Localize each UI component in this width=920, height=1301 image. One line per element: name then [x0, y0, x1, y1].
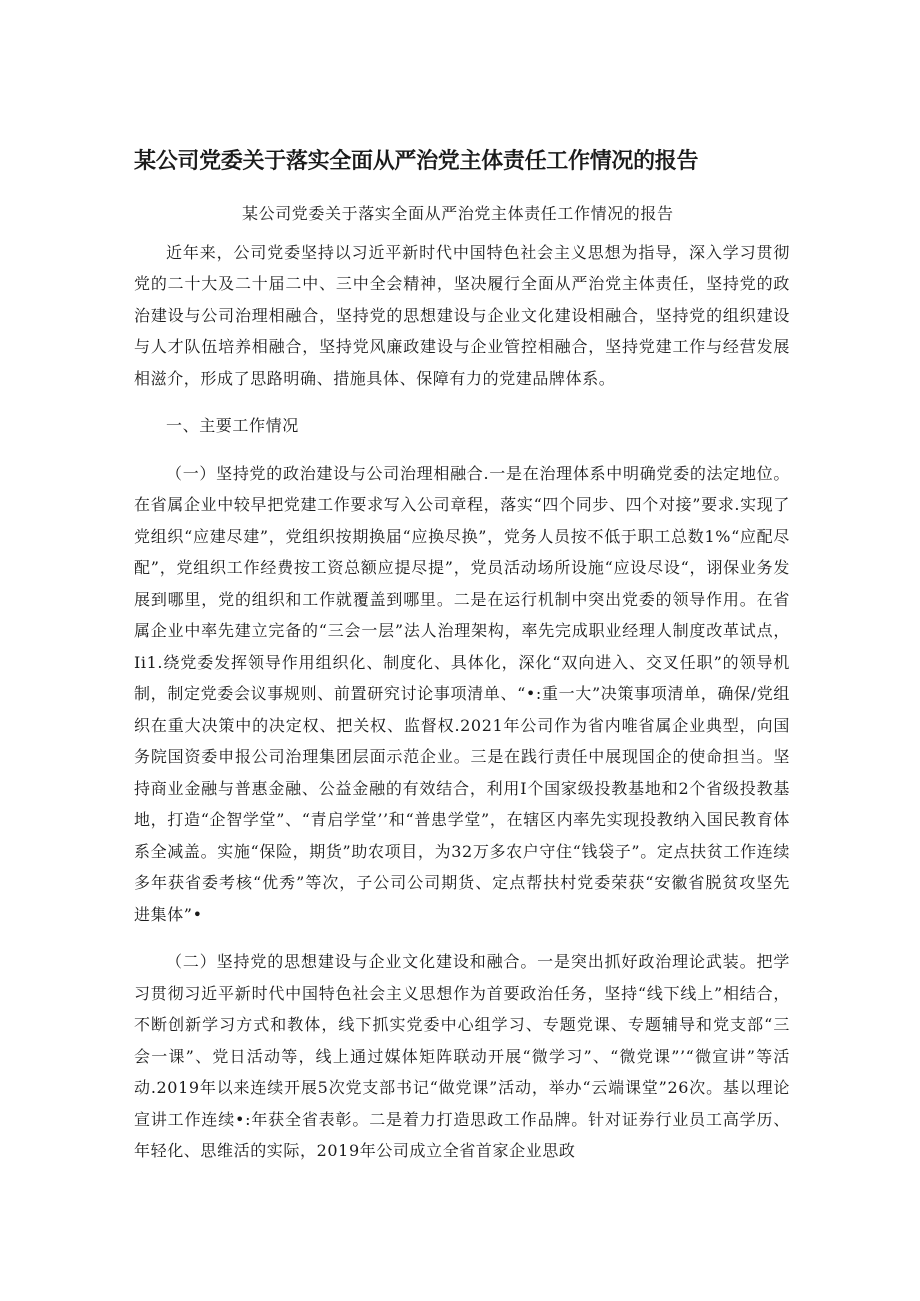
intro-paragraph: 近年来，公司党委坚持以习近平新时代中国特色社会主义思想为指导，深入学习贯彻党的二十大及二十届二中、三中全会精神，坚决履行全面从严治党主体责任，坚持党的政治建设与公司治理相融合，坚持党的思想建设与企业文化建设相融合，坚持党的组织建设与人才队伍培养相融合，坚持党风廉政建设与企业管控相融合，坚持党建工作与经营发展相滋介，形成了思路明确、措施具体、保障有力的党建品牌体系。: [134, 242, 790, 388]
document-title: 某公司党委关于落实全面从严治党主体责任工作情况的报告: [134, 149, 699, 174]
paragraph-ideological-construction: （二）坚持党的思想建设与企业文化建设和融合。一是突出抓好政治理论武装。把学习贯彻习近平新时代中国特色社会主义思想作为首要政治任务，坚持“线下线上”相结合，不断创新学习方式和教体，线下抓实党委中心组学习、专题党课、专题辅导和党支部“三会一课”、党日活动等，线上通过媒体矩阵联动开展“微学习”、“微党课”’“微宣讲”等活动.2019年以来连续开展5次党支部书记“做党课”活动，举办“云端课堂”26次。基以理论宣讲工作连续•:年获全省表彰。二是着力打造思政工作品牌。针对证券行业员工高学历、年轻化、思维活的实际，2019年公司成立全省首家企业思政: [134, 952, 790, 1160]
paragraph-political-construction: （一）坚持党的政治建设与公司治理相融合.一是在治理体系中明确党委的法定地位。在省属企业中较早把党建工作要求写入公司章程，落实“四个同步、四个对接”要求.实现了党组织“应建尽建”，党组织按期换届“应换尽换”，党务人员按不低于职工总数1%“应配尽配”，党组织工作经费按工资总额应提尽提”，党员活动场所设施“应设尽设“，诩保业务发展到哪里，党的组织和工作就覆盖到哪里。二是在运行机制中突出党委的领导作用。在省属企业中率先建立完备的“三会一层”法人治理架构，率先完成职业经理人制度改革试点，Ii1.绕党委发挥领导作用组织化、制度化、具体化，深化“双向进入、交叉任职”的领导机制，制定党委会议事规则、前置研究讨论事项清单、“•:重一大”决策事项清单，确保/党组织在重大决策中的决定权、把关权、监督权.2021年公司作为省内唯省属企业典型，向国务院国资委申报公司治理集团层面示范企业。三是在践行责任中展现国企的使命担当。坚持商业金融与普惠金融、公益金融的有效结合，利用I个国家级投教基地和2个省级投教基地，打造“企智学堂”、“青启学堂’’和“普患学堂”，在辖区内率先实现投教纳入国民教育体系全减盖。实施“保险，期货”助农项目，为32万多农户守住“钱袋子”。定点扶贫工作连续多年获省委考核“优秀”等次，子公司公司期货、定点帮扶村党委荣获“安徽省脱贫攻坚先进集体”•: [134, 463, 790, 924]
section-heading: 一、主要工作情况: [166, 416, 299, 435]
document-body: [134, 198, 790, 1183]
document-subtitle: 某公司党委关于落实全面从严治党主体责任工作情况的报告: [242, 204, 674, 223]
